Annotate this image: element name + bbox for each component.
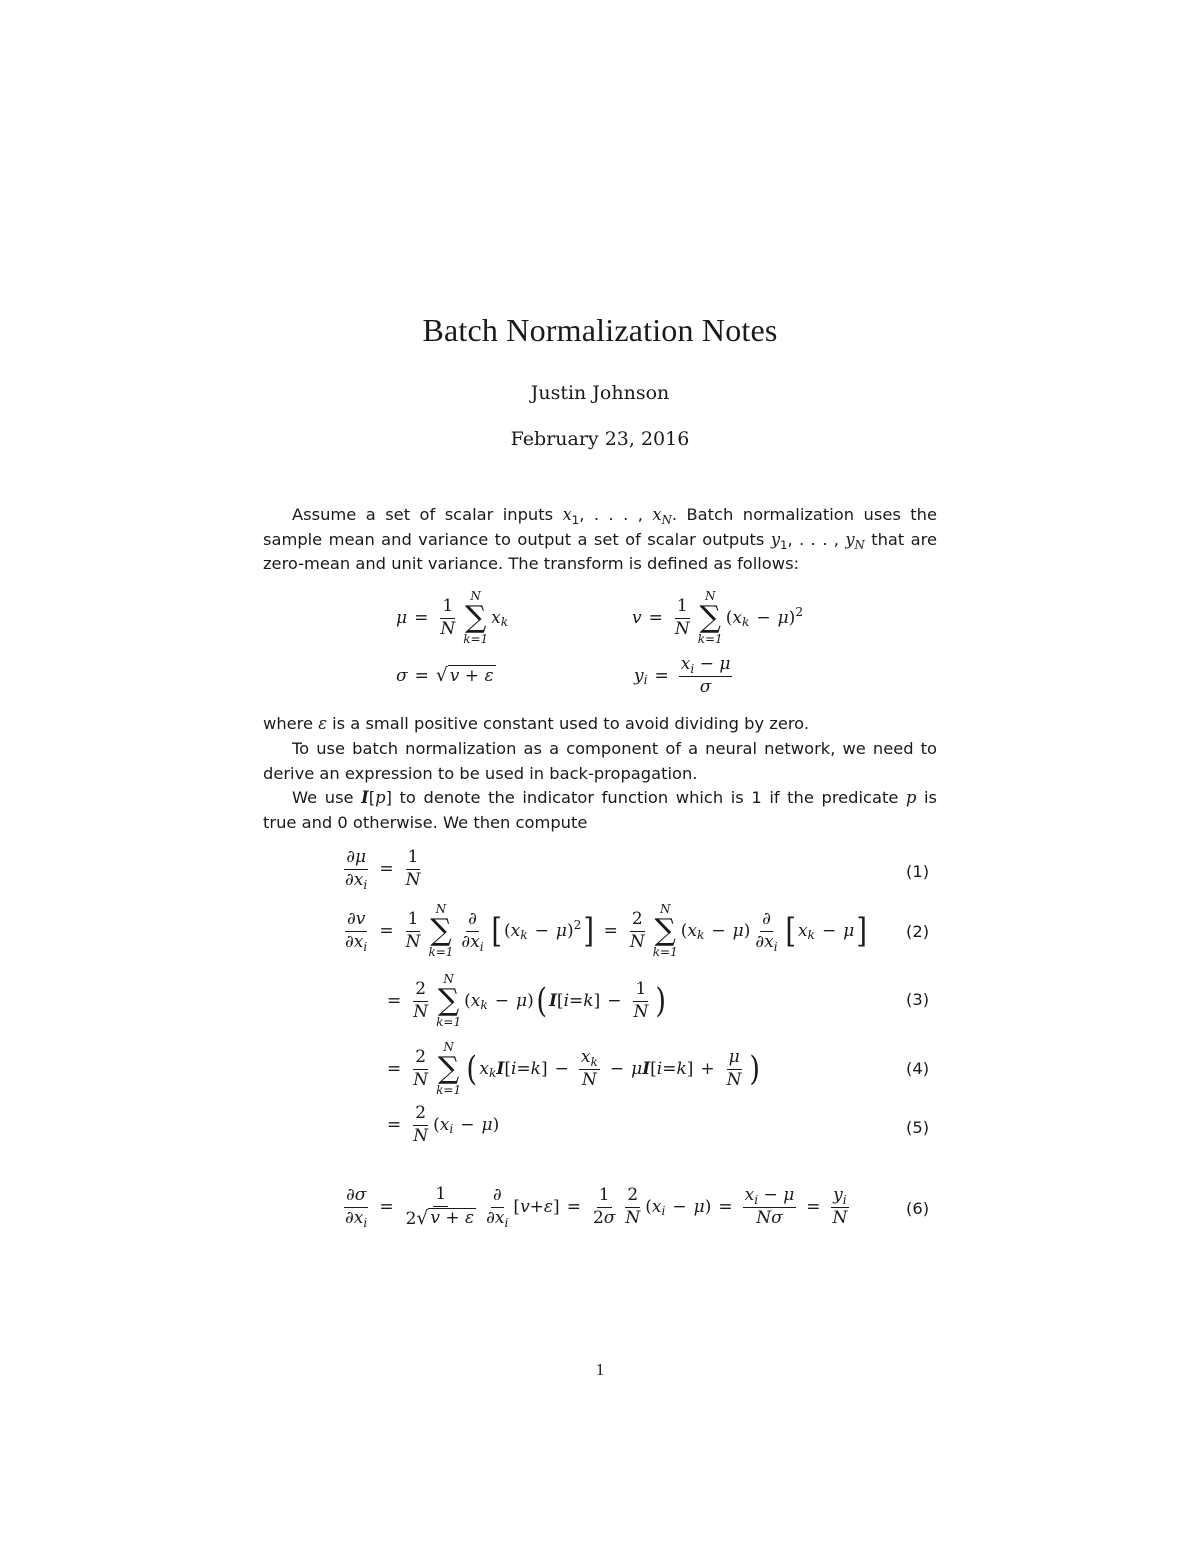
equation-number-4: (4) [906, 1059, 930, 1078]
document-date: February 23, 2016 [510, 428, 690, 450]
intro-line-1: Assume a set of scalar inputs $x_1$, . . . , $x_N$. Batch normalization uses the [292, 505, 937, 528]
equation-3: = $\frac{2}{N}$ N ∑ k=1 ( x k − μ ) ( I [ i = k ] − $\frac{1}{N}$ ) [387, 972, 667, 1030]
intro-line-3: zero-mean and unit variance. The transform is defined as follows: [263, 554, 800, 573]
intro-paragraph [263, 503, 937, 577]
page-number: 1 [595, 1360, 605, 1379]
equation-number-2: (2) [906, 922, 930, 941]
equation-number-3: (3) [906, 990, 930, 1009]
equation-1: $\frac{\partial\mu}{\partial x_i}$ = $\frac{1}{N}$ [345, 847, 421, 892]
sigma-definition: σ = √ v + ε [396, 665, 494, 686]
mean-definition: μ = $\frac{1}{N}$ N ∑ k=1 x k [396, 589, 509, 647]
intro-line-2: sample mean and variance to output a set of scalar outputs $y_1$, . . . , $y_N$ that are [263, 529, 937, 552]
author-name: Justin Johnson [530, 382, 670, 404]
equation-6: $\frac{\partial\sigma}{\partial x_i}$ = 1 2 √ v + ε $\frac{\partial}{\partial x_i}$ [ v + ε ] = $\frac{1}{2\sigma}$ $\frac{2}{N}$ ( x i − μ ) = $\frac{x_i - \mu}{N\sigma}$ = $\frac{y_i}{N}$ [345, 1184, 848, 1230]
equation-number-1: (1) [906, 862, 930, 881]
equation-number-6: (6) [906, 1199, 930, 1218]
indicator-paragraph: We use I[p] to denote the indicator function which is 1 if the predicate p is true and 0 otherwise. We then compute [263, 788, 937, 832]
backprop-paragraph: To use batch normalization as a component of a neural network, we need to derive an expression to be used in back-propagation. [263, 739, 937, 783]
epsilon-paragraph: where ε is a small positive constant used to avoid dividing by zero. [263, 714, 810, 733]
equation-5: = $\frac{2}{N}$ ( x i − μ ) [387, 1103, 500, 1146]
equation-number-5: (5) [906, 1118, 930, 1137]
equation-4: = $\frac{2}{N}$ N ∑ k=1 ( x k I [ i = k ] − $\frac{x_k}{N}$ − μ I [ i = k ] + $\frac{\mu}{N}$ ) [387, 1040, 760, 1098]
variance-definition: v = $\frac{1}{N}$ N ∑ k=1 ( x k − μ ) 2 [632, 589, 804, 647]
output-definition: y i = $\frac{x_i - \mu}{\sigma}$ [634, 654, 731, 697]
equation-2: $\frac{\partial v}{\partial x_i}$ = $\frac{1}{N}$ N ∑ k=1 $\frac{\partial}{\partial x_i}$ [ ( x k − μ ) 2 ] = $\frac{2}{N}$ N ∑ k=1 ( x k − μ ) $\frac{\partial}{\partial x_i}$ [ x k − μ ] [345, 902, 868, 960]
page-title: Batch Normalization Notes [422, 312, 778, 348]
